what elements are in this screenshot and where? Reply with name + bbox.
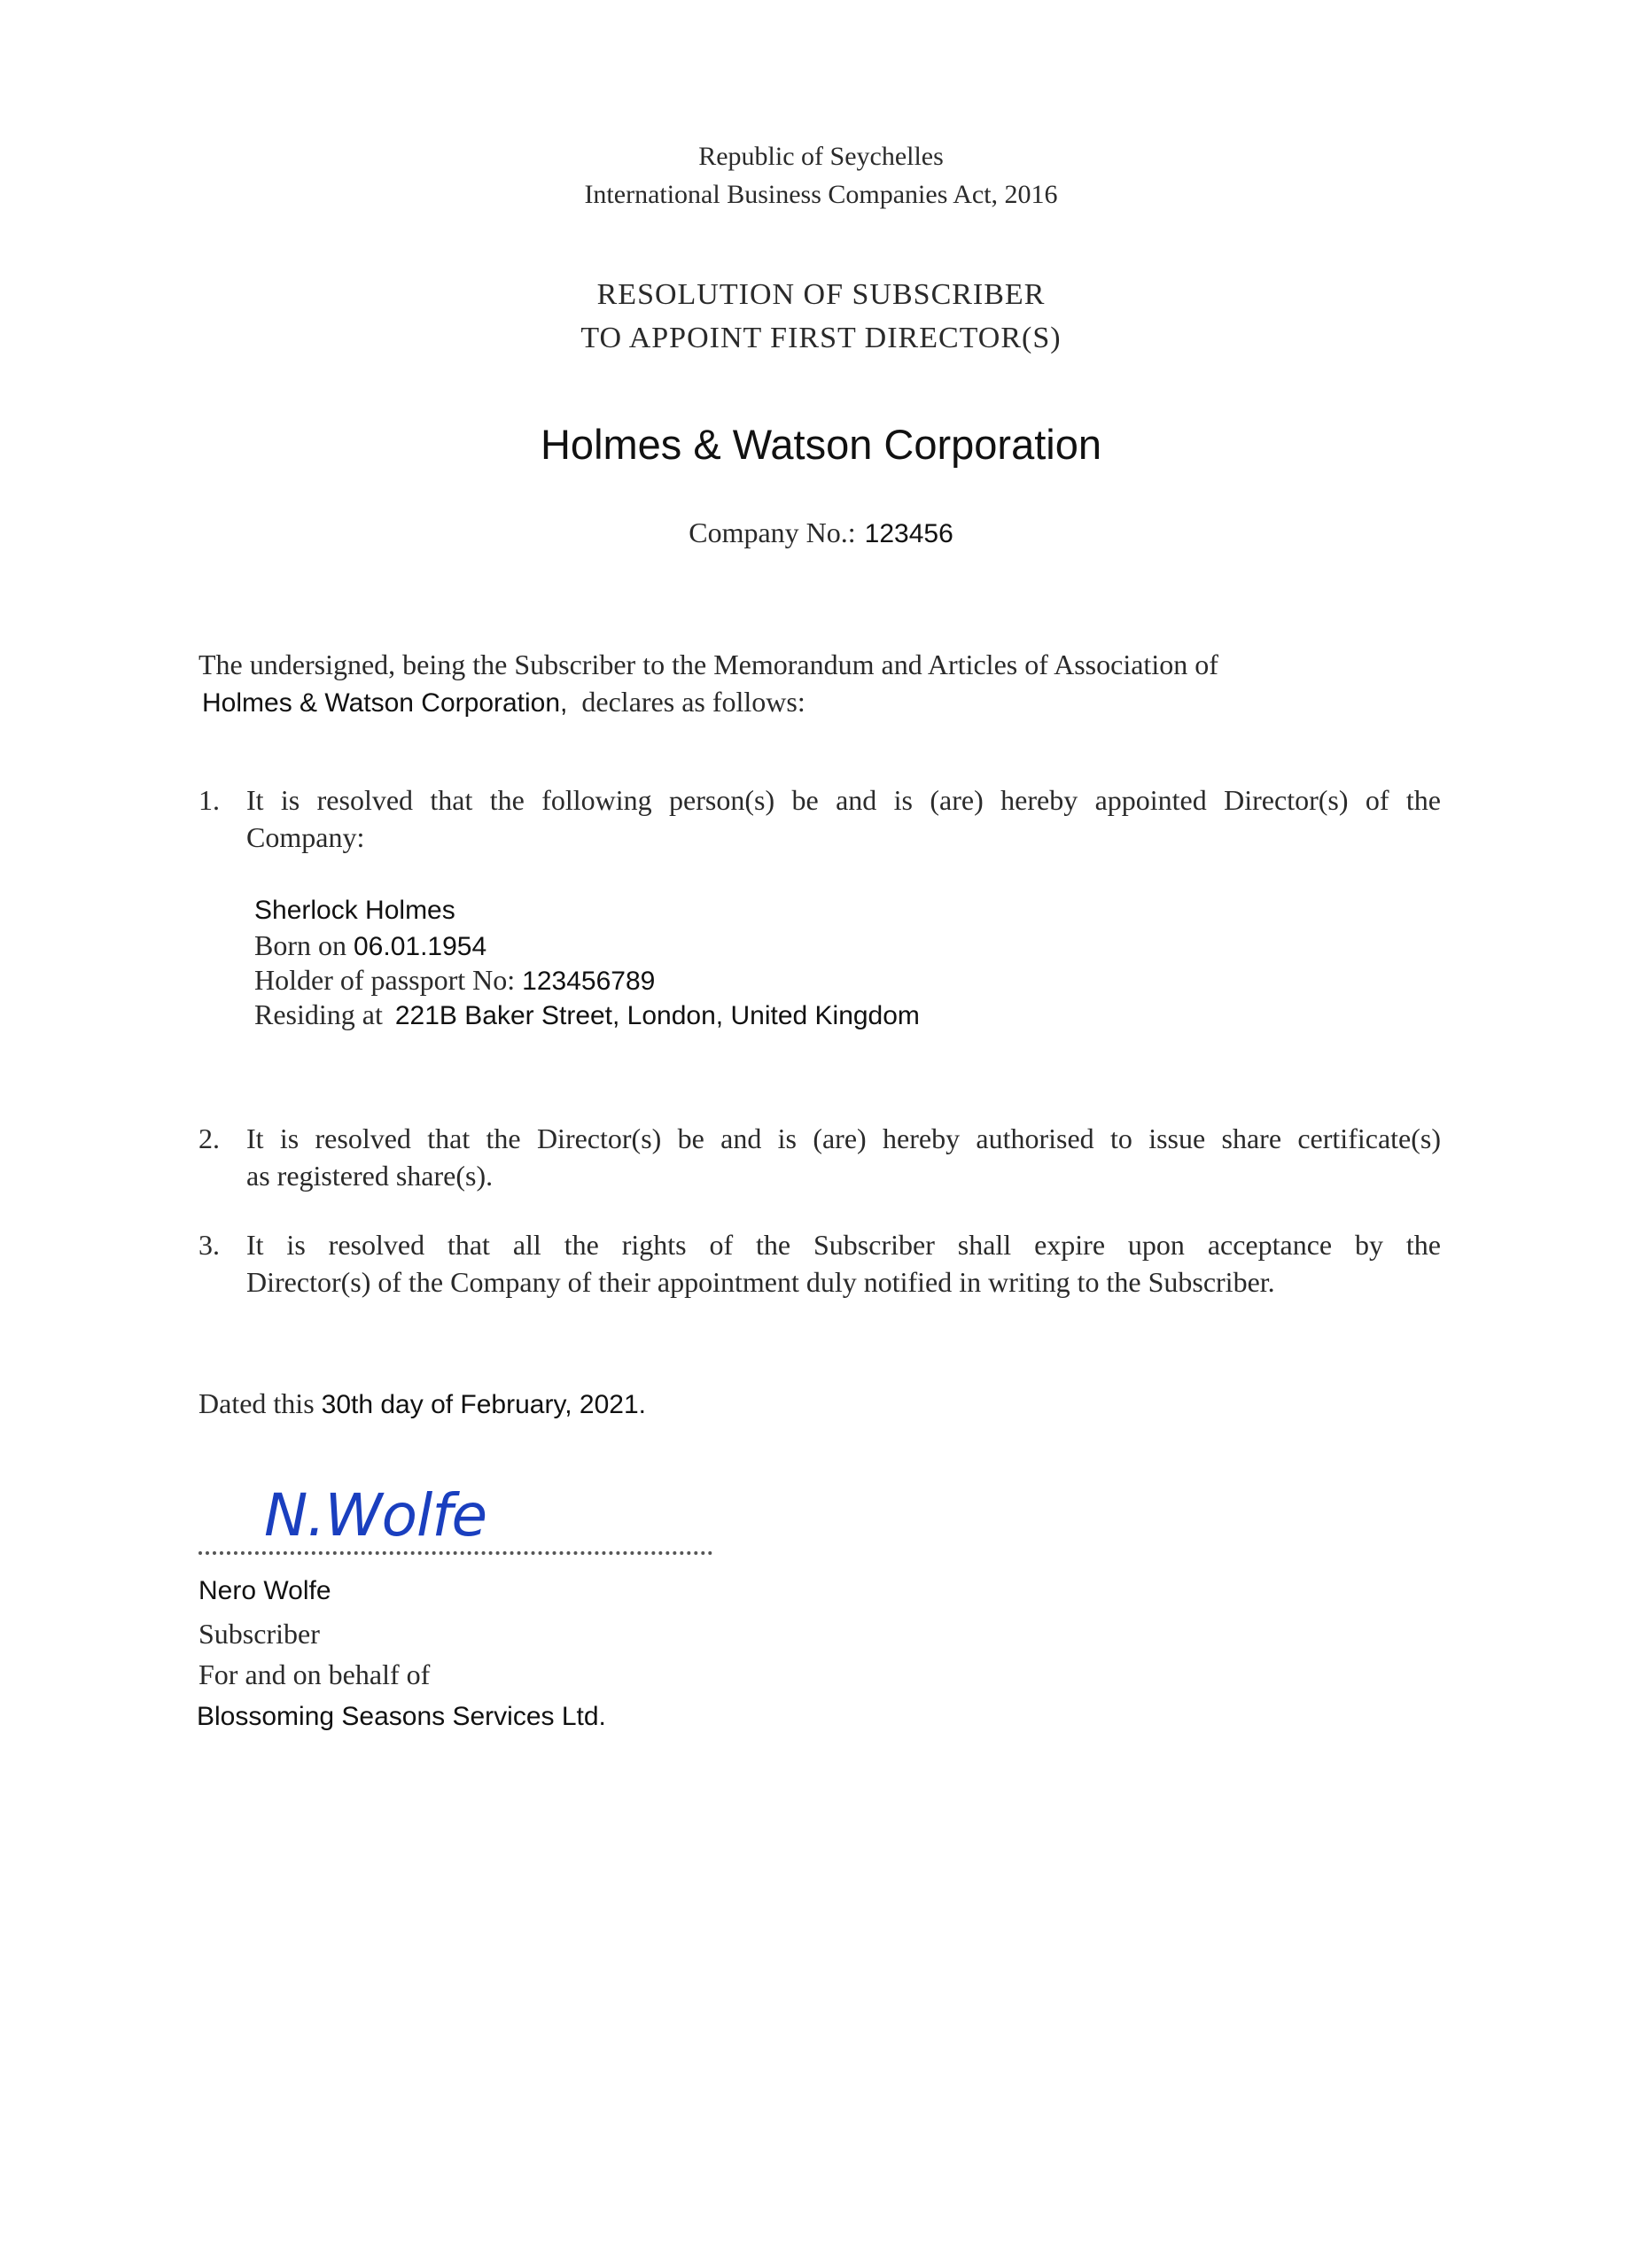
title-line-2: TO APPOINT FIRST DIRECTOR(S) <box>580 322 1062 354</box>
company-number-label: Company No.: <box>689 517 856 548</box>
resolution-2-number: 2. <box>198 1122 220 1154</box>
resolution-1-number: 1. <box>198 784 220 816</box>
on-behalf-label: For and on behalf of <box>198 1658 431 1690</box>
company-number: 123456 <box>864 519 953 548</box>
resolution-1-line-1: It is resolved that the following person(s) be and is (are) hereby appointed Director(s) of the <box>246 784 1441 816</box>
director-address: 221B Baker Street, London, United Kingdom <box>394 1001 920 1030</box>
company-number-row <box>0 517 1642 549</box>
intro-declares: declares as follows: <box>581 686 805 718</box>
intro-line-2 <box>202 686 805 718</box>
header-line-1: Republic of Seychelles <box>698 142 944 171</box>
director-born-date: 06.01.1954 <box>354 932 487 961</box>
signatory-name: Nero Wolfe <box>198 1576 331 1605</box>
signatory-role: Subscriber <box>198 1618 320 1650</box>
director-residing-label: Residing at <box>254 998 383 1030</box>
dated-value: 30th day of February, 2021. <box>321 1390 646 1419</box>
dated-label: Dated this <box>198 1387 315 1419</box>
dated-row <box>198 1387 646 1420</box>
signature-line <box>198 1551 712 1555</box>
resolution-3-line-1: It is resolved that all the rights of the Subscriber shall expire upon acceptance by the <box>246 1229 1441 1261</box>
title-line-1: RESOLUTION OF SUBSCRIBER <box>596 278 1046 311</box>
signatory-entity: Blossoming Seasons Services Ltd. <box>197 1702 606 1731</box>
header-line-2: International Business Companies Act, 2016 <box>584 180 1058 209</box>
resolution-2-line-2: as registered share(s). <box>246 1160 494 1192</box>
intro-line-1: The undersigned, being the Subscriber to the Memorandum and Articles of Association of <box>198 649 1218 680</box>
handwritten-signature: N.Wolfe <box>264 1481 487 1550</box>
director-born-row <box>254 929 486 962</box>
company-name: Holmes & Watson Corporation <box>540 421 1101 468</box>
director-born-label: Born on <box>254 929 346 961</box>
director-address-row <box>254 998 920 1031</box>
director-passport-row <box>254 964 655 997</box>
intro-company-name: Holmes & Watson Corporation, <box>202 688 568 718</box>
resolution-3-number: 3. <box>198 1229 220 1261</box>
resolution-3-line-2: Director(s) of the Company of their appointment duly notified in writing to the Subscriber. <box>246 1266 1275 1298</box>
resolution-1-line-2: Company: <box>246 821 365 853</box>
director-name: Sherlock Holmes <box>254 896 455 925</box>
director-passport-number: 123456789 <box>522 967 656 996</box>
resolution-2-line-1: It is resolved that the Director(s) be and is (are) hereby authorised to issue share certificate(s) <box>246 1122 1441 1154</box>
director-passport-label: Holder of passport No: <box>254 964 516 996</box>
